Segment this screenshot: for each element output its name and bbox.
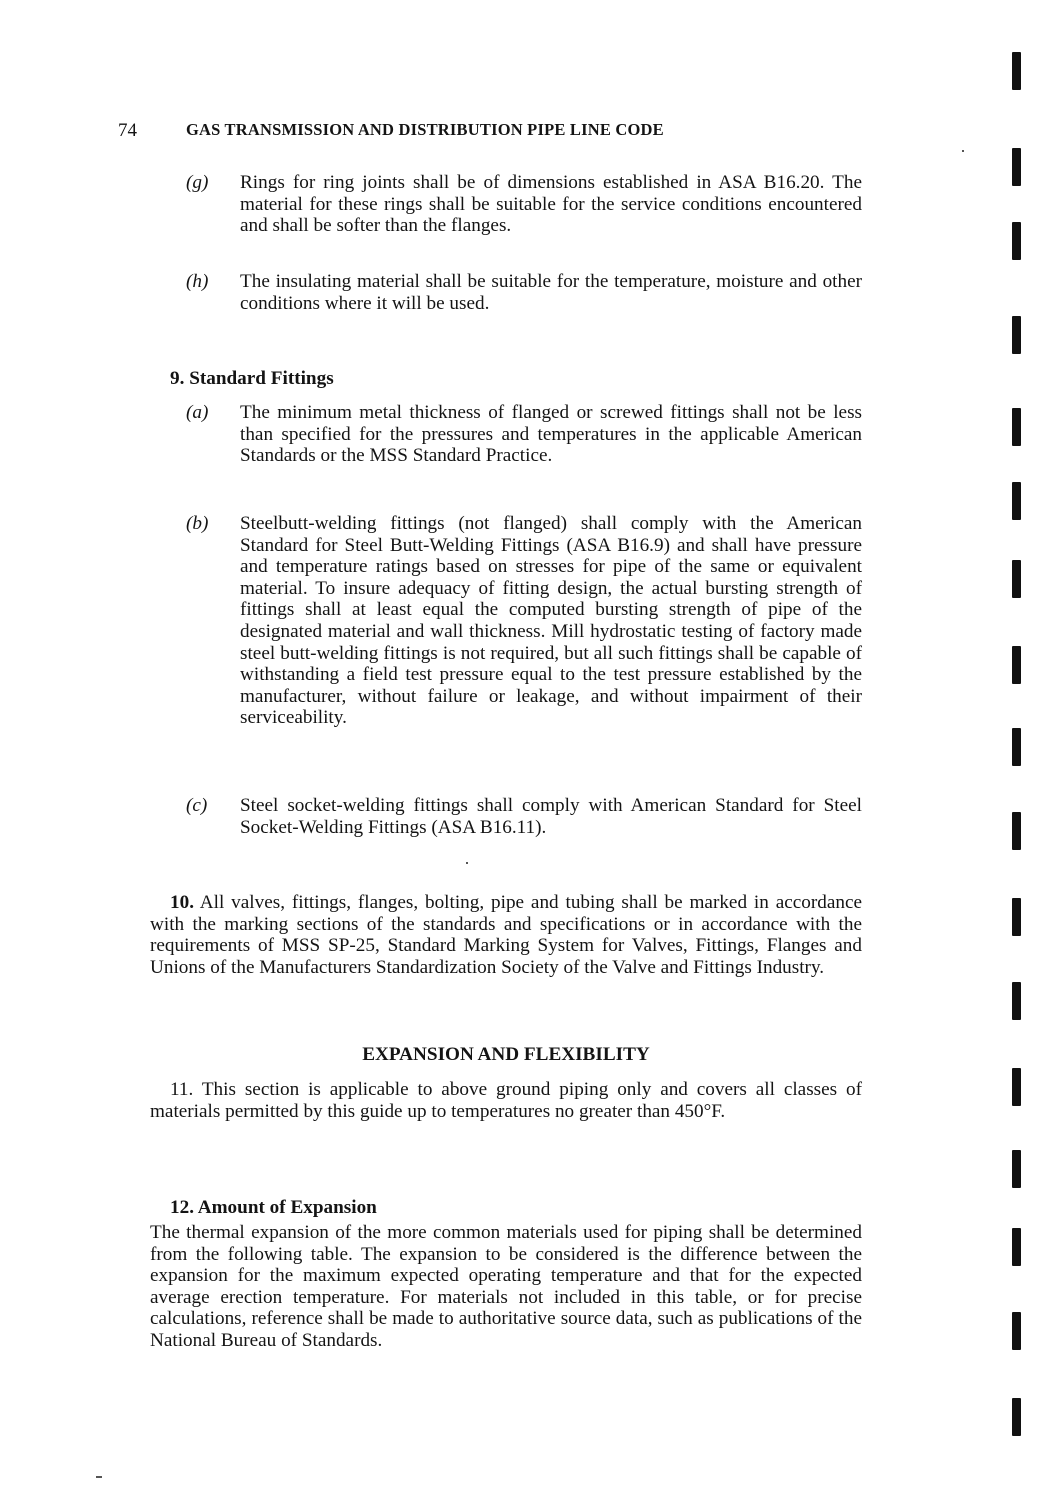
- scan-mark: [1012, 1398, 1021, 1436]
- clause-text: Rings for ring joints shall be of dimensions established in ASA B16.20. The material for these rings shall be suitable for the service conditions encountered and shall be softer than the flanges.: [240, 172, 862, 237]
- section-12-text: The thermal expansion of the more common materials used for piping shall be determined from the following table. The expansion to be considered is the difference between the expansion for the maximum expected operating temperature and that for the expected average erection temperature. For materials not included in this table, or for precise calculations, reference shall be made to authoritative source data, such as publications of the National Bureau of Standards.: [150, 1222, 862, 1351]
- scan-mark: [1012, 728, 1021, 766]
- scan-mark: [1012, 222, 1021, 260]
- scan-mark: [1012, 898, 1021, 936]
- scan-mark: [1012, 52, 1021, 90]
- clause-mark: (a): [186, 402, 209, 423]
- scan-mark: [1012, 982, 1021, 1020]
- clause-text: The insulating material shall be suitable for the temperature, moisture and other conditions where it will be used.: [240, 271, 862, 314]
- section-11-text: This section is applicable to above ground piping only and covers all classes of materials permitted by this guide up to temperatures no greater than 450°F.: [150, 1079, 862, 1122]
- section-10-text: All valves, fittings, flanges, bolting, pipe and tubing shall be marked in accordance with the marking sections of the standards and specifications or in accordance with the requirements of MSS SP-25, Standard Marking System for Valves, Fittings, Flanges and Unions of the Manufacturers Standardization Society of the Valve and Fittings Industry.: [150, 892, 862, 978]
- section-10-paragraph: [150, 892, 862, 978]
- running-head: GAS TRANSMISSION AND DISTRIBUTION PIPE LINE CODE: [186, 120, 664, 139]
- scan-speck: [466, 862, 468, 864]
- clause-mark: (g): [186, 172, 209, 193]
- scan-edge-marks: [1012, 0, 1026, 1492]
- section-10-number: 10.: [170, 892, 194, 913]
- scan-mark: [1012, 646, 1021, 684]
- scan-mark: [1012, 1312, 1021, 1350]
- scan-mark: [1012, 812, 1021, 850]
- scan-mark: [1012, 316, 1021, 354]
- clause-mark: (h): [186, 271, 209, 292]
- clause-mark: (c): [186, 795, 208, 816]
- section-11-paragraph: [150, 1079, 862, 1122]
- scan-mark: [1012, 482, 1021, 520]
- scan-mark: [1012, 408, 1021, 446]
- expansion-heading: EXPANSION AND FLEXIBILITY: [362, 1044, 650, 1065]
- scan-mark: [1012, 1068, 1021, 1106]
- scan-mark: [1012, 1150, 1021, 1188]
- scan-mark: [1012, 148, 1021, 186]
- section-12-heading: 12. Amount of Expansion: [170, 1197, 377, 1218]
- scan-speck: [962, 150, 964, 152]
- scan-speck: [96, 1476, 102, 1478]
- page-number: 74: [118, 120, 137, 141]
- scan-mark: [1012, 1228, 1021, 1266]
- section-11-number: 11.: [170, 1079, 194, 1100]
- clause-text: Steelbutt-welding fittings (not flanged) shall comply with the American Standard for Steel Butt-Welding Fittings (ASA B16.9) and shall have pressure and temperature ratings based on stresses for pipe of the same or equivalent material. To insure adequacy of fitting design, the actual bursting strength of fittings shall at least equal the computed bursting strength of pipe of the designated material and wall thickness. Mill hydrostatic testing of factory made steel butt-welding fittings is not required, but all such fittings shall be capable of withstanding a field test pressure equal to the test pressure established by the manufacturer, without failure or leakage, and without impairment of their serviceability.: [240, 513, 862, 729]
- scan-mark: [1012, 560, 1021, 598]
- clause-text: Steel socket-welding fittings shall comply with American Standard for Steel Socket-Welding Fittings (ASA B16.11).: [240, 795, 862, 838]
- clause-mark: (b): [186, 513, 209, 534]
- clause-text: The minimum metal thickness of flanged or screwed fittings shall not be less than specified for the pressures and temperatures in the applicable American Standards or the MSS Standard Practice.: [240, 402, 862, 467]
- section-9-heading: 9. Standard Fittings: [170, 368, 334, 389]
